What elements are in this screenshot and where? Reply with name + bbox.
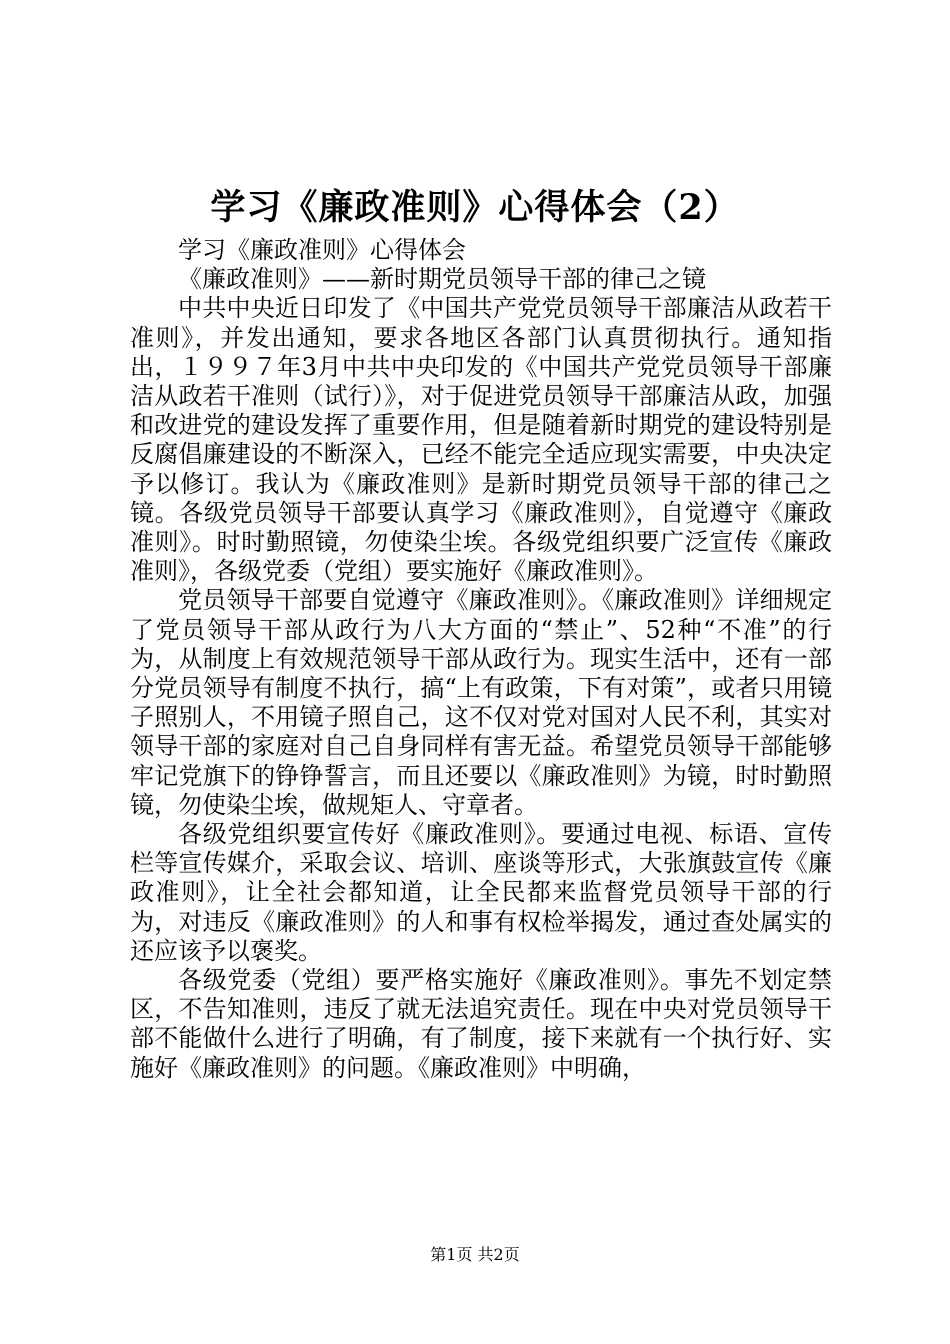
- page-number-footer: 第1页 共2页: [430, 1245, 520, 1264]
- document-body: [130, 236, 832, 1083]
- paragraph-heading: 《廉政准则》——新时期党员领导干部的律己之镜: [178, 265, 706, 294]
- paragraph-subtitle: 学习《廉政准则》心得体会: [178, 236, 466, 264]
- paragraph: 各级党委（党组）要严格实施好《廉政准则》。事先不划定禁区，不告知准则，违反了就无法追究责任。现在中央对党员领导干部不能做什么进行了明确，有了制度，接下来就有一个执行好、实施好《廉政准则》的问题。《廉政准则》中明确，: [130, 966, 832, 1082]
- document-title: 学习《廉政准则》心得体会（2）: [210, 187, 740, 228]
- paragraph: 党员领导干部要自觉遵守《廉政准则》。《廉政准则》详细规定了党员领导干部从政行为八大方面的“禁止”、52种“不准”的行为，从制度上有效规范领导干部从政行为。现实生活中，还有一部分党员领导有制度不执行，搞“上有政策，下有对策”，或者只用镜子照别人，不用镜子照自己，这不仅对党对国对人民不利，其实对领导干部的家庭对自己自身同样有害无益。希望党员领导干部能够牢记党旗下的铮铮誓言，而且还要以《廉政准则》为镜，时时勤照镜，勿使染尘埃，做规矩人、守章者。: [130, 586, 832, 819]
- paragraph: 各级党组织要宣传好《廉政准则》。要通过电视、标语、宣传栏等宣传媒介，采取会议、培训、座谈等形式，大张旗鼓宣传《廉政准则》，让全社会都知道，让全民都来监督党员领导干部的行为，对违反《廉政准则》的人和事有权检举揭发，通过查处属实的还应该予以褒奖。: [130, 820, 832, 965]
- paragraph: 中共中央近日印发了《中国共产党党员领导干部廉洁从政若干准则》，并发出通知，要求各地区各部门认真贯彻执行。通知指出，１９９７年3月中共中央印发的《中国共产党党员领导干部廉洁从政若干准则（试行）》，对于促进党员领导干部廉洁从政，加强和改进党的建设发挥了重要作用，但是随着新时期党的建设特别是反腐倡廉建设的不断深入，已经不能完全适应现实需要，中央决定予以修订。我认为《廉政准则》是新时期党员领导干部的律己之镜。各级党员领导干部要认真学习《廉政准则》，自觉遵守《廉政准则》。时时勤照镜，勿使染尘埃。各级党组织要广泛宣传《廉政准则》，各级党委（党组）要实施好《廉政准则》。: [130, 294, 832, 586]
